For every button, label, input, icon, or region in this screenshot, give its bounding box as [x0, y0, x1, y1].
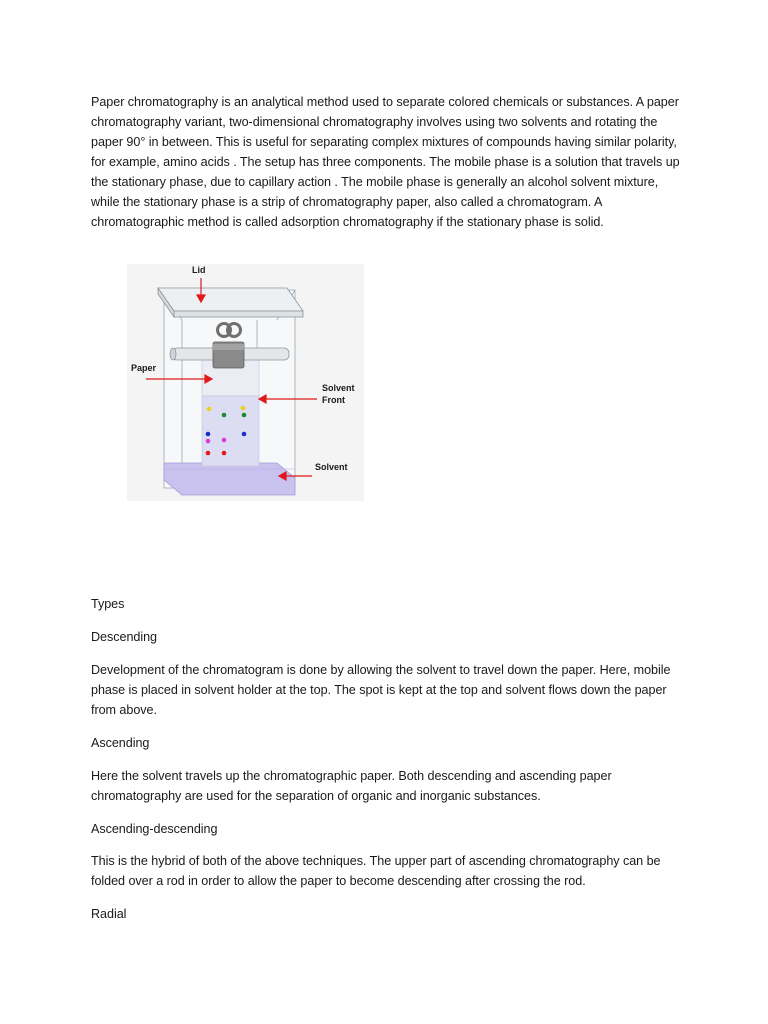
intro-paragraph: Paper chromatography is an analytical method used to separate colored chemicals or substances. A paper chromatography variant, two-dimensional chromatography involves using two solvents and rotating the paper 90° in between. This is useful for separating complex mixtures of compounds having similar polarity, for example, amino acids . The setup has three components. The mobile phase is a solution that travels up the stationary phase, due to capillary action . The mobile phase is generally an alcohol solvent mixture, while the stationary phase is a strip of chromatography paper, also called a chromatogram. A chromatographic method is called adsorption chromatography if the stationary phase is solid.	[91, 95, 680, 229]
descending-heading: Descending	[91, 630, 158, 644]
types-heading: Types	[91, 597, 125, 611]
solvent-label: Solvent	[315, 462, 348, 472]
solvent-front-label-line1: Solvent	[322, 383, 355, 393]
spot-6	[206, 439, 211, 444]
paper-label: Paper	[131, 363, 157, 373]
binder-clip-icon	[213, 324, 244, 369]
spot-9	[206, 451, 211, 456]
spot-2	[222, 413, 227, 418]
spot-8	[222, 438, 227, 443]
spot-10	[222, 451, 227, 456]
radial-heading: Radial	[91, 907, 127, 921]
spot-7	[242, 432, 247, 437]
spot-3	[241, 406, 246, 411]
spot-1	[207, 407, 212, 412]
ascending-paragraph: Here the solvent travels up the chromatographic paper. Both descending and ascending paper chromatography are used for the separation of organic and inorganic substances.	[91, 769, 612, 803]
chromatography-figure	[127, 264, 364, 501]
chromatography-diagram	[127, 264, 364, 501]
descending-paragraph: Development of the chromatogram is done by allowing the solvent to travel down the paper. Here, mobile phase is placed in solvent holder at the top. The spot is kept at the top and solvent flows down the paper from above.	[91, 663, 671, 717]
spot-5	[206, 432, 211, 437]
spot-4	[242, 413, 247, 418]
lid	[158, 288, 303, 317]
ascending-heading: Ascending	[91, 736, 150, 750]
lid-label: Lid	[192, 265, 206, 275]
solvent-front-label-line2: Front	[322, 395, 345, 405]
ascending-descending-paragraph: This is the hybrid of both of the above techniques. The upper part of ascending chromatography can be folded over a rod in order to allow the paper to become descending after crossing the rod.	[91, 854, 661, 888]
solvent-pool	[164, 463, 295, 495]
ascending-descending-heading: Ascending-descending	[91, 822, 218, 836]
